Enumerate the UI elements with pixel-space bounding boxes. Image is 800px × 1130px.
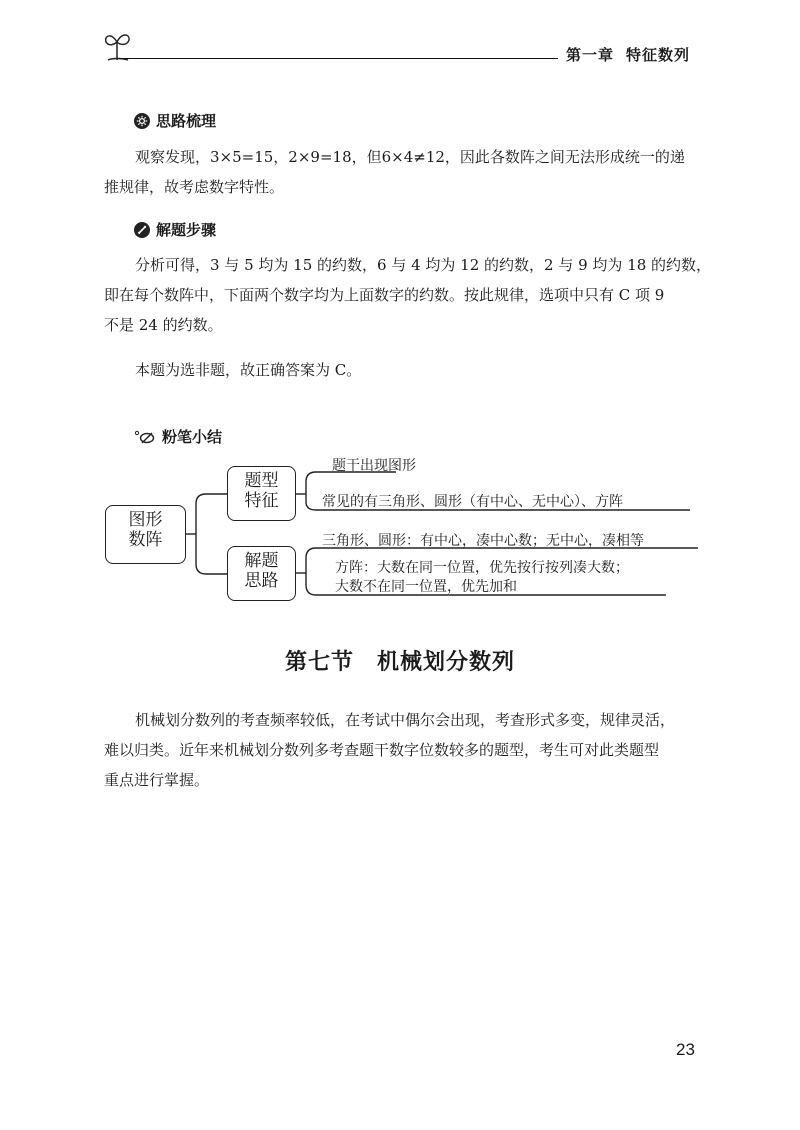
root-label-line: 数阵 bbox=[128, 530, 163, 550]
mind-map-leaf: 方阵：大数在同一位置，优先按行按列凑大数； bbox=[335, 560, 629, 576]
approach-line: 观察发现，3×5=15，2×9=18，但6×4≠12，因此各数阵之间无法形成统一的递 bbox=[135, 148, 685, 166]
approach-line: 推规律，故考虑数字特性。 bbox=[104, 178, 285, 196]
section-paragraph bbox=[104, 705, 698, 795]
branch-box-features bbox=[227, 466, 296, 521]
section-line: 难以归类。近年来机械划分数列多考查题干数字位数较多的题型，考生可对此类题型 bbox=[104, 741, 660, 759]
branch-label-line: 解题 bbox=[244, 551, 279, 571]
solution-heading-text: 解题步骤 bbox=[156, 221, 217, 239]
solution-line: 分析可得，3 与 5 均为 15 的约数，6 与 4 均为 12 的约数，2 与 9 均为 18 的约数， bbox=[135, 256, 712, 274]
summary-heading-text: 粉笔小结 bbox=[162, 428, 223, 446]
mind-map-leaf: 大数不在同一位置，优先加和 bbox=[335, 579, 517, 595]
page-number: 23 bbox=[676, 1040, 695, 1059]
section-line: 机械划分数列的考查频率较低，在考试中偶尔会出现，考查形式多变，规律灵活， bbox=[135, 711, 676, 729]
solution-line: 即在每个数阵中，下面两个数字均为上面数字的约数。按此规律，选项中只有 C 项 9 bbox=[104, 286, 665, 304]
section-title: 第七节 机械划分数列 bbox=[284, 650, 515, 675]
mind-map-leaf: 三角形、圆形：有中心，凑中心数；无中心，凑相等 bbox=[322, 533, 644, 549]
approach-heading-text: 思路梳理 bbox=[156, 112, 217, 130]
mind-map-leaf: 题干出现图形 bbox=[332, 458, 416, 474]
answer-line: 本题为选非题，故正确答案为 C。 bbox=[135, 361, 362, 379]
branch-label-line: 特征 bbox=[244, 491, 279, 511]
mind-map-root bbox=[105, 505, 186, 564]
mind-map-leaf: 常见的有三角形、圆形（有中心、无中心）、方阵 bbox=[322, 494, 623, 510]
root-label-line: 图形 bbox=[128, 510, 163, 530]
branch-label-line: 思路 bbox=[244, 571, 279, 591]
chapter-number: 第一章 bbox=[566, 46, 615, 64]
chapter-title: 特征数列 bbox=[626, 46, 691, 64]
branch-box-approach bbox=[227, 546, 296, 601]
section-line: 重点进行掌握。 bbox=[104, 771, 210, 789]
solution-line: 不是 24 的约数。 bbox=[104, 316, 223, 334]
branch-label-line: 题型 bbox=[244, 471, 279, 491]
